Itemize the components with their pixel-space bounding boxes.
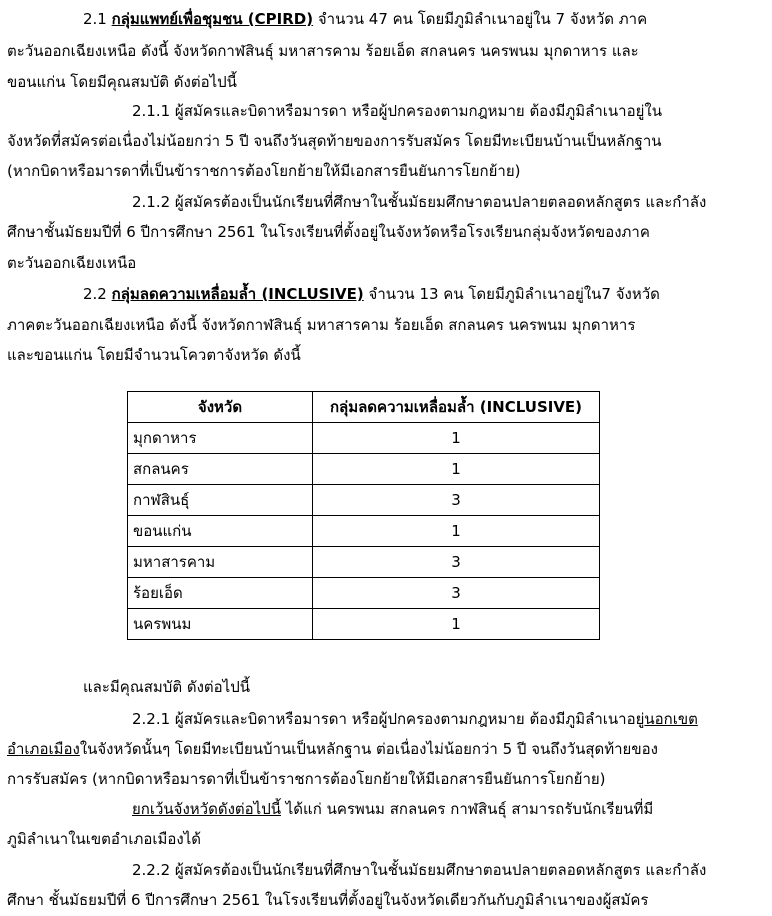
underlined-mueang-district: อำเภอเมือง <box>7 740 80 758</box>
underlined-outside-district: นอกเขต <box>644 710 698 728</box>
paragraph-line: (หากบิดาหรือมารดาที่เป็นข้าราชการต้องโยกย้ายให้มีเอกสารยืนยันการโยกย้าย) <box>7 162 521 180</box>
section-text: จำนวน 47 คน โดยมีภูมิลำเนาอยู่ใน 7 จังหวัด ภาค <box>317 10 648 28</box>
paragraph-line: ศึกษาชั้นมัธยมปีที่ 6 ปีการศึกษา 2561 ในโรงเรียนที่ตั้งอยู่ในจังหวัดหรือโรงเรียนกลุ่มจังหวัดของภาค <box>7 223 650 241</box>
exception-note <box>132 799 653 819</box>
province-cell: ขอนแก่น <box>128 516 313 547</box>
clause-2-2-2: 2.2.2 ผู้สมัครต้องเป็นนักเรียนที่ศึกษาในชั้นมัธยมศึกษาตอนปลายตลอดหลักสูตร และกำลัง <box>132 861 707 879</box>
table-header-row <box>128 392 600 423</box>
table-row <box>128 547 600 578</box>
paragraph-line: ภาคตะวันออกเฉียงเหนือ ดังนี้ จังหวัดกาฬสินธุ์ มหาสารคาม ร้อยเอ็ด สกลนคร นครพนม มุกดาหาร <box>7 316 636 334</box>
quota-cell: 1 <box>313 423 600 454</box>
clause-text: 2.2.1 ผู้สมัครและบิดาหรือมารดา หรือผู้ปกครองตามกฎหมาย ต้องมีภูมิลำเนาอยู่ <box>132 710 645 728</box>
paragraph-line: ศึกษา ชั้นมัธยมปีที่ 6 ปีการศึกษา 2561 ในโรงเรียนที่ตั้งอยู่ในจังหวัดเดียวกันกับภูมิลำเนาของผู้สมัคร <box>7 891 649 909</box>
paragraph-line: ขอนแก่น โดยมีคุณสมบัติ ดังต่อไปนี้ <box>7 73 237 91</box>
section-number: 2.2 <box>83 285 107 303</box>
paragraph-line: และขอนแก่น โดยมีจำนวนโควตาจังหวัด ดังนี้ <box>7 346 301 364</box>
exception-text: ได้แก่ นครพนม สกลนคร กาฬสินธุ์ สามารถรับนักเรียนที่มี <box>285 800 654 818</box>
province-cell: สกลนคร <box>128 454 313 485</box>
table-row <box>128 609 600 640</box>
qualification-intro: และมีคุณสมบัติ ดังต่อไปนี้ <box>83 678 250 696</box>
paragraph-line: การรับสมัคร (หากบิดาหรือมารดาที่เป็นข้าราชการต้องโยกย้ายให้มีเอกสารยืนยันการโยกย้าย) <box>7 770 606 788</box>
clause-text: ในจังหวัดนั้นๆ โดยมีทะเบียนบ้านเป็นหลักฐาน ต่อเนื่องไม่น้อยกว่า 5 ปี จนถึงวันสุดท้ายของ <box>79 740 658 758</box>
province-cell: มหาสารคาม <box>128 547 313 578</box>
clause-2-1-1: 2.1.1 ผู้สมัครและบิดาหรือมารดา หรือผู้ปกครองตามกฎหมาย ต้องมีภูมิลำเนาอยู่ใน <box>132 102 662 120</box>
paragraph-line: ตะวันออกเฉียงเหนือ ดังนี้ จังหวัดกาฬสินธุ์ มหาสารคาม ร้อยเอ็ด สกลนคร นครพนม มุกดาหาร และ <box>7 42 639 60</box>
clause-2-1-2: 2.1.2 ผู้สมัครต้องเป็นนักเรียนที่ศึกษาในชั้นมัธยมศึกษาตอนปลายตลอดหลักสูตร และกำลัง <box>132 193 707 211</box>
table-row <box>128 423 600 454</box>
exception-label: ยกเว้นจังหวัดดังต่อไปนี้ <box>132 800 281 818</box>
province-cell: ร้อยเอ็ด <box>128 578 313 609</box>
section-2-1-heading <box>83 9 647 29</box>
table-row <box>128 516 600 547</box>
province-cell: นครพนม <box>128 609 313 640</box>
column-header-inclusive: กลุ่มลดความเหลื่อมล้ำ (INCLUSIVE) <box>313 392 600 423</box>
table-row <box>128 485 600 516</box>
province-cell: มุกดาหาร <box>128 423 313 454</box>
column-header-province: จังหวัด <box>128 392 313 423</box>
quota-cell: 1 <box>313 454 600 485</box>
section-title-cpird: กลุ่มแพทย์เพื่อชุมชน (CPIRD) <box>111 10 314 28</box>
section-title-inclusive: กลุ่มลดความเหลื่อมล้ำ (INCLUSIVE) <box>111 285 364 303</box>
province-quota-table <box>127 391 600 640</box>
paragraph-line: จังหวัดที่สมัครต่อเนื่องไม่น้อยกว่า 5 ปี จนถึงวันสุดท้ายของการรับสมัคร โดยมีทะเบียนบ้านเป็นหลักฐาน <box>7 132 662 150</box>
section-number: 2.1 <box>83 10 107 28</box>
paragraph-line <box>7 739 658 759</box>
section-2-2-heading <box>83 284 660 304</box>
clause-2-2-1 <box>132 709 698 729</box>
quota-cell: 1 <box>313 516 600 547</box>
table-row <box>128 578 600 609</box>
quota-cell: 3 <box>313 578 600 609</box>
paragraph-line: ตะวันออกเฉียงเหนือ <box>7 254 137 272</box>
quota-cell: 1 <box>313 609 600 640</box>
province-cell: กาฬสินธุ์ <box>128 485 313 516</box>
quota-cell: 3 <box>313 485 600 516</box>
table-row <box>128 454 600 485</box>
section-text: จำนวน 13 คน โดยมีภูมิลำเนาอยู่ใน7 จังหวัด <box>368 285 660 303</box>
paragraph-line: ภูมิลำเนาในเขตอำเภอเมืองได้ <box>7 830 201 848</box>
quota-cell: 3 <box>313 547 600 578</box>
